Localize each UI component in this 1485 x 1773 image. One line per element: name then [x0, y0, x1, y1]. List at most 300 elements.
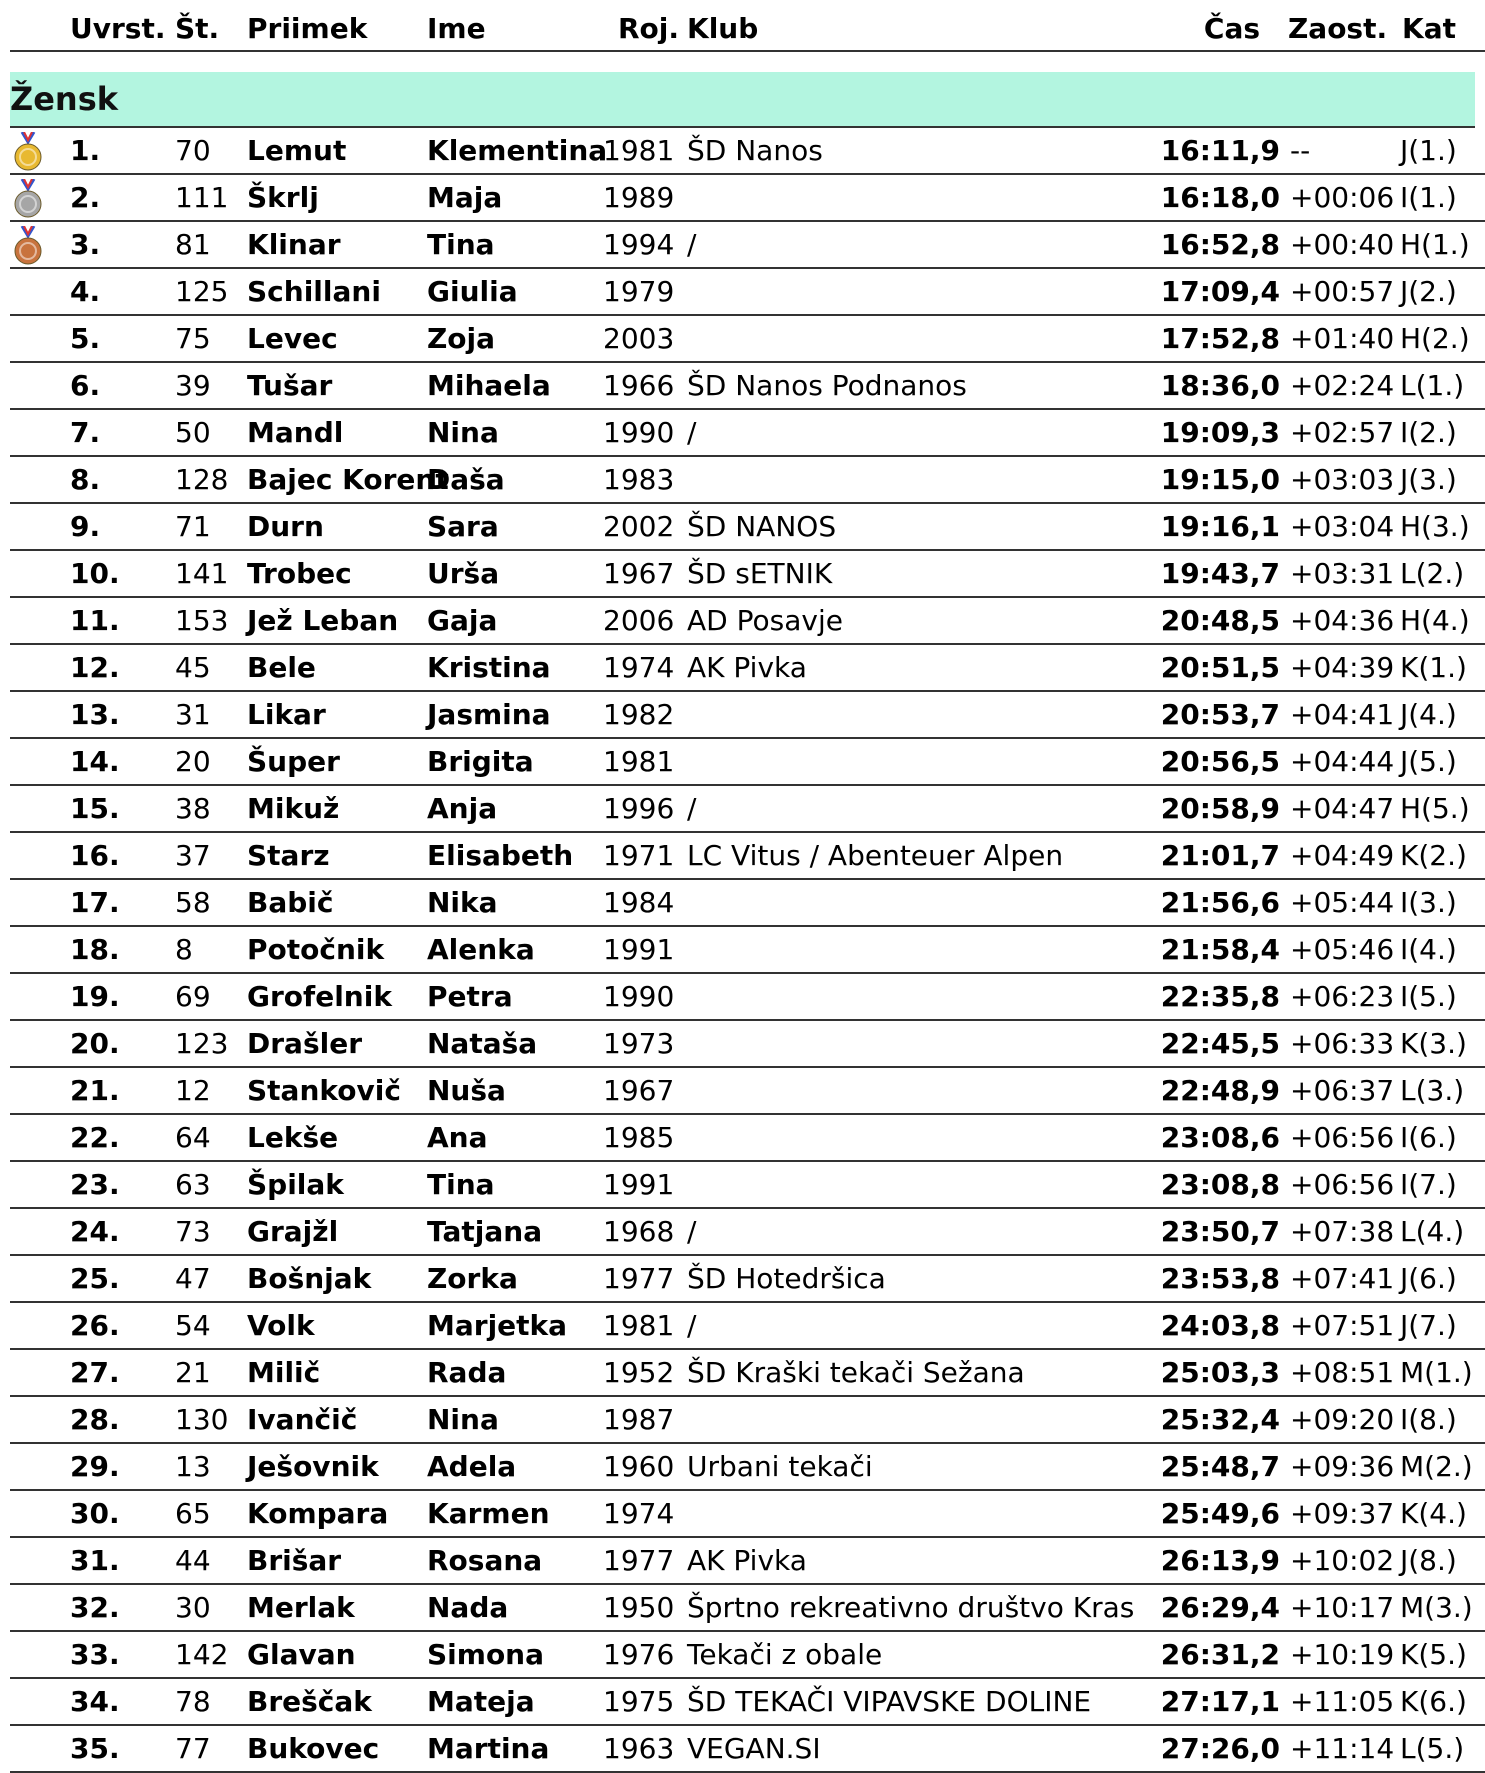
gap-cell: +05:44	[1290, 886, 1395, 919]
surname-cell: Bošnjak	[247, 1262, 372, 1295]
club-cell: ŠD Kraški tekači Sežana	[687, 1356, 1025, 1389]
surname-cell: Mandl	[247, 416, 344, 449]
gap-cell: +10:19	[1290, 1638, 1395, 1671]
surname-cell: Jež Leban	[247, 604, 399, 637]
table-row	[10, 504, 1485, 551]
name-cell: Elisabeth	[427, 839, 574, 872]
year-cell: 1963	[603, 1732, 675, 1765]
table-row	[10, 1632, 1485, 1679]
silver-medal-icon	[12, 179, 44, 219]
surname-cell: Starz	[247, 839, 330, 872]
club-cell	[687, 457, 1167, 502]
rank-cell: 25.	[70, 1262, 120, 1295]
category-cell: I(5.)	[1400, 980, 1457, 1013]
year-cell: 1977	[603, 1262, 675, 1295]
club-cell	[687, 316, 1167, 361]
rank-cell: 17.	[70, 886, 120, 919]
rank-cell: 33.	[70, 1638, 120, 1671]
surname-cell: Stankovič	[247, 1074, 401, 1107]
bib-cell: 13	[175, 1450, 211, 1483]
surname-cell: Kompara	[247, 1497, 389, 1530]
surname-cell: Špilak	[247, 1168, 344, 1201]
gap-cell: +03:04	[1290, 510, 1395, 543]
category-cell: H(4.)	[1400, 604, 1470, 637]
time-cell: 27:17,1	[1160, 1685, 1280, 1718]
time-cell: 19:09,3	[1160, 416, 1280, 449]
surname-cell: Likar	[247, 698, 326, 731]
category-cell: I(2.)	[1400, 416, 1457, 449]
club-cell: /	[687, 1215, 697, 1248]
rank-cell: 10.	[70, 557, 120, 590]
club-cell: LC Vitus / Abenteuer Alpen	[687, 839, 1064, 872]
rank-cell: 14.	[70, 745, 120, 778]
surname-cell: Levec	[247, 322, 338, 355]
surname-cell: Schillani	[247, 275, 381, 308]
time-cell: 16:18,0	[1160, 181, 1280, 214]
club-cell	[687, 1068, 1167, 1113]
name-cell: Mateja	[427, 1685, 535, 1718]
rank-cell: 15.	[70, 792, 120, 825]
category-cell: J(3.)	[1400, 463, 1457, 496]
category-cell: K(1.)	[1400, 651, 1467, 684]
time-cell: 21:56,6	[1160, 886, 1280, 919]
time-cell: 22:45,5	[1160, 1027, 1280, 1060]
club-cell	[687, 1397, 1167, 1442]
bib-cell: 30	[175, 1591, 211, 1624]
club-cell	[687, 739, 1167, 784]
rank-cell: 21.	[70, 1074, 120, 1107]
gap-cell: +06:56	[1290, 1121, 1395, 1154]
year-cell: 1981	[603, 745, 675, 778]
name-cell: Maja	[427, 181, 503, 214]
club-cell: ŠD NANOS	[687, 510, 837, 543]
year-cell: 1984	[603, 886, 675, 919]
year-cell: 2002	[603, 510, 675, 543]
bib-cell: 38	[175, 792, 211, 825]
bib-cell: 65	[175, 1497, 211, 1530]
time-cell: 23:08,8	[1160, 1168, 1280, 1201]
table-row	[10, 1585, 1485, 1632]
year-cell: 2006	[603, 604, 675, 637]
header-year: Roj.	[618, 12, 680, 45]
gap-cell: +05:46	[1290, 933, 1395, 966]
rank-cell: 31.	[70, 1544, 120, 1577]
surname-cell: Grajžl	[247, 1215, 339, 1248]
year-cell: 1981	[603, 134, 675, 167]
name-cell: Klementina	[427, 134, 608, 167]
surname-cell: Brišar	[247, 1544, 342, 1577]
gap-cell: +06:37	[1290, 1074, 1395, 1107]
name-cell: Nina	[427, 1403, 499, 1436]
category-cell: H(1.)	[1400, 228, 1470, 261]
rank-cell: 1.	[70, 134, 101, 167]
year-cell: 1990	[603, 416, 675, 449]
category-cell: L(3.)	[1400, 1074, 1465, 1107]
year-cell: 1968	[603, 1215, 675, 1248]
time-cell: 25:49,6	[1160, 1497, 1280, 1530]
header-rank: Uvrst.	[70, 12, 166, 45]
header-time: Čas	[1203, 12, 1260, 45]
time-cell: 23:50,7	[1160, 1215, 1280, 1248]
table-row	[10, 1068, 1485, 1115]
table-row	[10, 363, 1485, 410]
name-cell: Petra	[427, 980, 513, 1013]
year-cell: 1950	[603, 1591, 675, 1624]
rank-cell: 6.	[70, 369, 101, 402]
section-title: Žensk	[10, 80, 119, 118]
name-cell: Nina	[427, 416, 499, 449]
name-cell: Karmen	[427, 1497, 550, 1530]
name-cell: Adela	[427, 1450, 517, 1483]
gap-cell: +06:33	[1290, 1027, 1395, 1060]
year-cell: 1996	[603, 792, 675, 825]
bib-cell: 111	[175, 181, 229, 214]
table-row	[10, 1679, 1485, 1726]
year-cell: 1974	[603, 651, 675, 684]
club-cell: AK Pivka	[687, 651, 807, 684]
header-gap: Zaost.	[1288, 12, 1388, 45]
name-cell: Nika	[427, 886, 498, 919]
time-cell: 25:32,4	[1160, 1403, 1280, 1436]
gap-cell: +02:24	[1290, 369, 1395, 402]
gap-cell: +00:40	[1290, 228, 1395, 261]
gap-cell: +07:41	[1290, 1262, 1395, 1295]
time-cell: 26:31,2	[1160, 1638, 1280, 1671]
table-row	[10, 598, 1485, 645]
table-row	[10, 175, 1485, 222]
gold-medal-icon	[12, 132, 44, 172]
name-cell: Anja	[427, 792, 498, 825]
bib-cell: 20	[175, 745, 211, 778]
table-row	[10, 645, 1485, 692]
surname-cell: Mikuž	[247, 792, 340, 825]
category-cell: K(5.)	[1400, 1638, 1467, 1671]
table-row	[10, 1256, 1485, 1303]
gap-cell: +04:41	[1290, 698, 1395, 731]
time-cell: 20:48,5	[1160, 604, 1280, 637]
name-cell: Tina	[427, 228, 495, 261]
bib-cell: 63	[175, 1168, 211, 1201]
gap-cell: +10:02	[1290, 1544, 1395, 1577]
surname-cell: Breščak	[247, 1685, 372, 1718]
club-cell: /	[687, 416, 697, 449]
rank-cell: 4.	[70, 275, 101, 308]
rank-cell: 12.	[70, 651, 120, 684]
year-cell: 1952	[603, 1356, 675, 1389]
club-cell: Tekači z obale	[687, 1638, 883, 1671]
name-cell: Tatjana	[427, 1215, 543, 1248]
year-cell: 1982	[603, 698, 675, 731]
bib-cell: 130	[175, 1403, 229, 1436]
bib-cell: 64	[175, 1121, 211, 1154]
name-cell: Nada	[427, 1591, 509, 1624]
bib-cell: 125	[175, 275, 229, 308]
gap-cell: +03:31	[1290, 557, 1395, 590]
time-cell: 18:36,0	[1160, 369, 1280, 402]
club-cell	[687, 1021, 1167, 1066]
rank-cell: 19.	[70, 980, 120, 1013]
bib-cell: 123	[175, 1027, 229, 1060]
category-cell: I(6.)	[1400, 1121, 1457, 1154]
header-surname: Priimek	[247, 12, 368, 45]
year-cell: 1994	[603, 228, 675, 261]
year-cell: 1991	[603, 1168, 675, 1201]
header-row	[10, 0, 1485, 52]
club-cell	[687, 880, 1167, 925]
header-cat: Kat	[1402, 12, 1456, 45]
category-cell: J(6.)	[1400, 1262, 1457, 1295]
time-cell: 17:09,4	[1160, 275, 1280, 308]
time-cell: 22:48,9	[1160, 1074, 1280, 1107]
club-cell: ŠD TEKAČI VIPAVSKE DOLINE	[687, 1685, 1092, 1718]
category-cell: L(5.)	[1400, 1732, 1465, 1765]
club-cell: /	[687, 1309, 697, 1342]
bib-cell: 45	[175, 651, 211, 684]
gap-cell: +04:44	[1290, 745, 1395, 778]
name-cell: Giulia	[427, 275, 518, 308]
table-row	[10, 833, 1485, 880]
category-cell: H(2.)	[1400, 322, 1470, 355]
gap-cell: +07:51	[1290, 1309, 1395, 1342]
table-row	[10, 410, 1485, 457]
table-row	[10, 692, 1485, 739]
name-cell: Brigita	[427, 745, 534, 778]
surname-cell: Bukovec	[247, 1732, 380, 1765]
time-cell: 16:52,8	[1160, 228, 1280, 261]
bib-cell: 77	[175, 1732, 211, 1765]
gap-cell: +11:14	[1290, 1732, 1395, 1765]
surname-cell: Glavan	[247, 1638, 356, 1671]
club-cell: ŠD Hotedršica	[687, 1262, 886, 1295]
table-row	[10, 1538, 1485, 1585]
bib-cell: 141	[175, 557, 229, 590]
table-row	[10, 786, 1485, 833]
time-cell: 17:52,8	[1160, 322, 1280, 355]
club-cell	[687, 927, 1167, 972]
name-cell: Mihaela	[427, 369, 551, 402]
bib-cell: 81	[175, 228, 211, 261]
gap-cell: +04:49	[1290, 839, 1395, 872]
category-cell: I(3.)	[1400, 886, 1457, 919]
time-cell: 20:56,5	[1160, 745, 1280, 778]
rank-cell: 8.	[70, 463, 101, 496]
time-cell: 19:15,0	[1160, 463, 1280, 496]
name-cell: Jasmina	[427, 698, 551, 731]
club-cell: AD Posavje	[687, 604, 843, 637]
gap-cell: +02:57	[1290, 416, 1395, 449]
surname-cell: Ješovnik	[247, 1450, 379, 1483]
rank-cell: 20.	[70, 1027, 120, 1060]
rank-cell: 18.	[70, 933, 120, 966]
gap-cell: +00:57	[1290, 275, 1395, 308]
club-cell: Šprtno rekreativno društvo Kras	[687, 1591, 1135, 1624]
header-club: Klub	[687, 12, 759, 45]
club-cell: ŠD Nanos Podnanos	[687, 369, 967, 402]
time-cell: 16:11,9	[1160, 134, 1280, 167]
time-cell: 21:01,7	[1160, 839, 1280, 872]
table-row	[10, 1021, 1485, 1068]
bib-cell: 31	[175, 698, 211, 731]
gap-cell: --	[1290, 134, 1311, 167]
surname-cell: Potočnik	[247, 933, 385, 966]
club-cell	[687, 269, 1167, 314]
section-band	[10, 72, 1475, 128]
bib-cell: 75	[175, 322, 211, 355]
gap-cell: +11:05	[1290, 1685, 1395, 1718]
bib-cell: 142	[175, 1638, 229, 1671]
time-cell: 27:26,0	[1160, 1732, 1280, 1765]
year-cell: 1991	[603, 933, 675, 966]
time-cell: 25:03,3	[1160, 1356, 1280, 1389]
rank-cell: 13.	[70, 698, 120, 731]
category-cell: H(3.)	[1400, 510, 1470, 543]
year-cell: 1985	[603, 1121, 675, 1154]
surname-cell: Drašler	[247, 1027, 363, 1060]
surname-cell: Durn	[247, 510, 324, 543]
year-cell: 1979	[603, 275, 675, 308]
gap-cell: +03:03	[1290, 463, 1395, 496]
club-cell	[687, 974, 1167, 1019]
year-cell: 1987	[603, 1403, 675, 1436]
year-cell: 1989	[603, 181, 675, 214]
rank-cell: 24.	[70, 1215, 120, 1248]
table-row	[10, 974, 1485, 1021]
club-cell: ŠD Nanos	[687, 134, 823, 167]
surname-cell: Ivančič	[247, 1403, 358, 1436]
time-cell: 21:58,4	[1160, 933, 1280, 966]
rank-cell: 16.	[70, 839, 120, 872]
club-cell	[687, 1162, 1167, 1207]
gap-cell: +04:47	[1290, 792, 1395, 825]
time-cell: 19:16,1	[1160, 510, 1280, 543]
name-cell: Nataša	[427, 1027, 538, 1060]
table-row	[10, 880, 1485, 927]
bib-cell: 12	[175, 1074, 211, 1107]
year-cell: 1975	[603, 1685, 675, 1718]
bib-cell: 8	[175, 933, 193, 966]
bib-cell: 153	[175, 604, 229, 637]
category-cell: I(7.)	[1400, 1168, 1457, 1201]
bib-cell: 69	[175, 980, 211, 1013]
club-cell: VEGAN.SI	[687, 1732, 821, 1765]
bib-cell: 47	[175, 1262, 211, 1295]
club-cell	[687, 175, 1167, 220]
category-cell: J(7.)	[1400, 1309, 1457, 1342]
surname-cell: Lekše	[247, 1121, 339, 1154]
year-cell: 1967	[603, 1074, 675, 1107]
gap-cell: +08:51	[1290, 1356, 1395, 1389]
name-cell: Alenka	[427, 933, 535, 966]
table-row	[10, 1162, 1485, 1209]
gap-cell: +04:36	[1290, 604, 1395, 637]
club-cell: AK Pivka	[687, 1544, 807, 1577]
name-cell: Zoja	[427, 322, 496, 355]
bronze-medal-icon	[12, 226, 44, 266]
gap-cell: +09:20	[1290, 1403, 1395, 1436]
surname-cell: Klinar	[247, 228, 341, 261]
category-cell: M(3.)	[1400, 1591, 1473, 1624]
time-cell: 24:03,8	[1160, 1309, 1280, 1342]
surname-cell: Šuper	[247, 745, 340, 778]
name-cell: Sara	[427, 510, 499, 543]
name-cell: Nuša	[427, 1074, 506, 1107]
surname-cell: Bele	[247, 651, 316, 684]
gap-cell: +06:23	[1290, 980, 1395, 1013]
bib-cell: 70	[175, 134, 211, 167]
bib-cell: 54	[175, 1309, 211, 1342]
gap-cell: +00:06	[1290, 181, 1395, 214]
name-cell: Marjetka	[427, 1309, 568, 1342]
time-cell: 22:35,8	[1160, 980, 1280, 1013]
category-cell: K(2.)	[1400, 839, 1467, 872]
time-cell: 20:53,7	[1160, 698, 1280, 731]
table-row	[10, 1444, 1485, 1491]
name-cell: Urša	[427, 557, 500, 590]
category-cell: J(5.)	[1400, 745, 1457, 778]
name-cell: Rosana	[427, 1544, 543, 1577]
table-row	[10, 1491, 1485, 1538]
table-row	[10, 269, 1485, 316]
time-cell: 25:48,7	[1160, 1450, 1280, 1483]
year-cell: 1977	[603, 1544, 675, 1577]
year-cell: 1990	[603, 980, 675, 1013]
name-cell: Tina	[427, 1168, 495, 1201]
gap-cell: +09:37	[1290, 1497, 1395, 1530]
gap-cell: +04:39	[1290, 651, 1395, 684]
bib-cell: 50	[175, 416, 211, 449]
surname-cell: Tušar	[247, 369, 333, 402]
surname-cell: Milič	[247, 1356, 321, 1389]
rank-cell: 7.	[70, 416, 101, 449]
rank-cell: 11.	[70, 604, 120, 637]
club-cell: /	[687, 228, 697, 261]
year-cell: 2003	[603, 322, 675, 355]
surname-cell: Merlak	[247, 1591, 355, 1624]
bib-cell: 44	[175, 1544, 211, 1577]
header-name: Ime	[427, 12, 486, 45]
year-cell: 1974	[603, 1497, 675, 1530]
name-cell: Rada	[427, 1356, 507, 1389]
rank-cell: 28.	[70, 1403, 120, 1436]
gap-cell: +07:38	[1290, 1215, 1395, 1248]
rank-cell: 32.	[70, 1591, 120, 1624]
rank-cell: 23.	[70, 1168, 120, 1201]
table-row	[10, 316, 1485, 363]
rank-cell: 3.	[70, 228, 101, 261]
time-cell: 26:13,9	[1160, 1544, 1280, 1577]
table-row	[10, 739, 1485, 786]
table-row	[10, 1726, 1485, 1773]
name-cell: Gaja	[427, 604, 498, 637]
category-cell: J(2.)	[1400, 275, 1457, 308]
gap-cell: +06:56	[1290, 1168, 1395, 1201]
bib-cell: 78	[175, 1685, 211, 1718]
table-row	[10, 222, 1485, 269]
surname-cell: Škrlj	[247, 181, 319, 214]
club-cell	[687, 692, 1167, 737]
table-row	[10, 1397, 1485, 1444]
surname-cell: Lemut	[247, 134, 347, 167]
category-cell: M(2.)	[1400, 1450, 1473, 1483]
rank-cell: 35.	[70, 1732, 120, 1765]
category-cell: I(1.)	[1400, 181, 1457, 214]
name-cell: Simona	[427, 1638, 545, 1671]
gap-cell: +10:17	[1290, 1591, 1395, 1624]
table-row	[10, 551, 1485, 598]
surname-cell: Grofelnik	[247, 980, 392, 1013]
rank-cell: 2.	[70, 181, 101, 214]
bib-cell: 21	[175, 1356, 211, 1389]
